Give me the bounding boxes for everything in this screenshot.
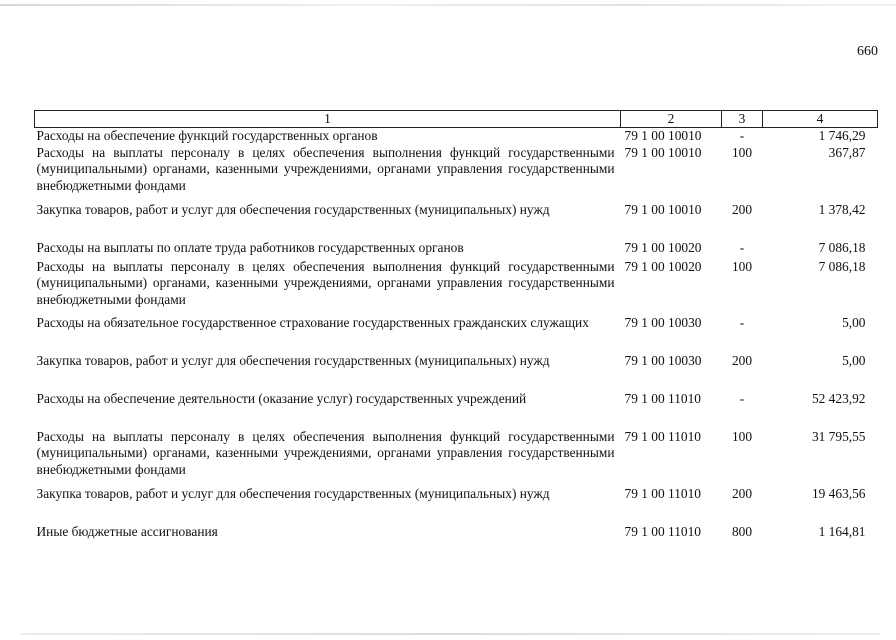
row-type: 100 <box>731 144 753 160</box>
row-type: 200 <box>731 352 753 368</box>
row-type: - <box>739 128 745 143</box>
row-code: 79 1 00 10010 <box>624 128 702 143</box>
row-name: Закупка товаров, работ и услуг для обеспечения государственных (муниципальных) нужд <box>36 201 550 217</box>
row-name: Расходы на обеспечение функций государственных органов <box>36 128 378 143</box>
row-type: - <box>739 390 745 406</box>
row-code: 79 1 00 11010 <box>624 390 701 406</box>
table-row <box>35 259 878 315</box>
row-type: 100 <box>731 258 753 274</box>
row-sum: 5,00 <box>842 314 866 330</box>
scan-edge-top <box>0 4 896 6</box>
table-row <box>35 315 878 353</box>
table-header <box>35 111 878 128</box>
table-row <box>35 391 878 429</box>
scan-edge-bottom <box>20 633 880 635</box>
row-sum: 31 795,55 <box>811 428 866 444</box>
table-row <box>35 353 878 391</box>
row-name: Расходы на выплаты по оплате труда работников государственных органов <box>36 239 464 255</box>
row-code: 79 1 00 11010 <box>624 485 701 501</box>
row-name: Иные бюджетные ассигнования <box>36 523 218 539</box>
row-code: 79 1 00 10010 <box>624 144 702 160</box>
table-row <box>35 202 878 240</box>
table-body <box>35 128 878 543</box>
table-row <box>35 240 878 259</box>
header-col-2: 2 <box>621 111 722 128</box>
row-name: Расходы на выплаты персоналу в целях обеспечения выполнения функций государственными (муниципальными) органами, казенными учреждениями, органами управления государственными внебюджетными фондами <box>36 144 615 193</box>
table-row <box>35 486 878 524</box>
row-sum: 5,00 <box>842 352 866 368</box>
row-type: 100 <box>731 428 753 444</box>
row-sum: 7 086,18 <box>818 258 866 274</box>
row-name: Закупка товаров, работ и услуг для обеспечения государственных (муниципальных) нужд <box>36 485 550 501</box>
row-code: 79 1 00 10030 <box>624 352 702 368</box>
row-type: - <box>739 314 745 330</box>
table-row <box>35 128 878 145</box>
header-col-3: 3 <box>722 111 763 128</box>
header-row <box>35 111 878 128</box>
row-name: Расходы на выплаты персоналу в целях обеспечения выполнения функций государственными (муниципальными) органами, казенными учреждениями, органами управления государственными внебюджетными фондами <box>36 258 615 307</box>
row-sum: 367,87 <box>828 144 866 160</box>
row-sum: 19 463,56 <box>811 485 866 501</box>
row-sum: 1 378,42 <box>818 201 866 217</box>
row-name: Расходы на обеспечение деятельности (оказание услуг) государственных учреждений <box>36 390 527 406</box>
row-code: 79 1 00 11010 <box>624 523 701 539</box>
row-type: 800 <box>731 523 753 539</box>
row-sum: 1 746,29 <box>818 128 866 143</box>
row-name: Закупка товаров, работ и услуг для обеспечения государственных (муниципальных) нужд <box>36 352 550 368</box>
header-col-4: 4 <box>763 111 878 128</box>
row-type: - <box>739 239 745 255</box>
row-type: 200 <box>731 485 753 501</box>
row-code: 79 1 00 10020 <box>624 258 702 274</box>
row-sum: 1 164,81 <box>818 523 866 539</box>
table-row <box>35 429 878 486</box>
page-number: 660 <box>857 44 878 59</box>
row-code: 79 1 00 10010 <box>624 201 702 217</box>
row-type: 200 <box>731 201 753 217</box>
table-row <box>35 145 878 202</box>
header-col-1: 1 <box>35 111 621 128</box>
row-sum: 7 086,18 <box>818 239 866 255</box>
budget-table <box>34 110 878 543</box>
row-name: Расходы на обязательное государственное страхование государственных гражданских служащих <box>36 314 589 330</box>
row-code: 79 1 00 10030 <box>624 314 702 330</box>
row-code: 79 1 00 10020 <box>624 239 702 255</box>
row-sum: 52 423,92 <box>811 390 866 406</box>
table-row <box>35 524 878 543</box>
row-code: 79 1 00 11010 <box>624 428 701 444</box>
row-name: Расходы на выплаты персоналу в целях обеспечения выполнения функций государственными (муниципальными) органами, казенными учреждениями, органами управления государственными внебюджетными фондами <box>36 428 615 477</box>
